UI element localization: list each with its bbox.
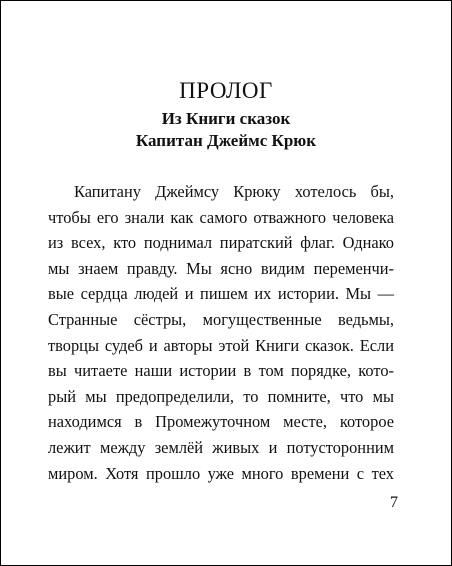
- page-number: 7: [390, 494, 398, 511]
- text-line: творцы судеб и авторы этой Книги сказок. Если: [48, 335, 394, 355]
- text-line: Капитану Джеймсу Крюку хотелось бы,: [74, 182, 394, 201]
- text-line: мы знаем правду. Мы ясно видим переменчи-: [48, 258, 394, 278]
- subtitle-book-name: Из Книги сказок: [161, 109, 291, 128]
- text-line: лежит между землёй живых и потусторонним: [48, 437, 394, 457]
- body-text: [48, 179, 394, 486]
- text-line: вые сердца людей и пишем их истории. Мы —: [48, 284, 394, 304]
- chapter-title: ПРОЛОГ: [179, 78, 273, 103]
- text-line: миром. Хотя прошло уже много времени с тех: [48, 463, 394, 483]
- text-line: из всех, кто поднимал пиратский флаг. Однако: [48, 233, 394, 253]
- text-line: Странные сёстры, могущественные ведьмы,: [48, 309, 394, 329]
- text-line: находимся в Промежуточном месте, которое: [48, 412, 394, 432]
- text-line: чтобы его знали как самого отважного человека: [48, 207, 394, 227]
- text-line: рый мы предопределили, то помните, что мы: [48, 386, 394, 406]
- subtitle-character-name: Капитан Джеймс Крюк: [135, 131, 317, 150]
- text-line: вы читаете наши истории в том порядке, кото-: [48, 361, 394, 381]
